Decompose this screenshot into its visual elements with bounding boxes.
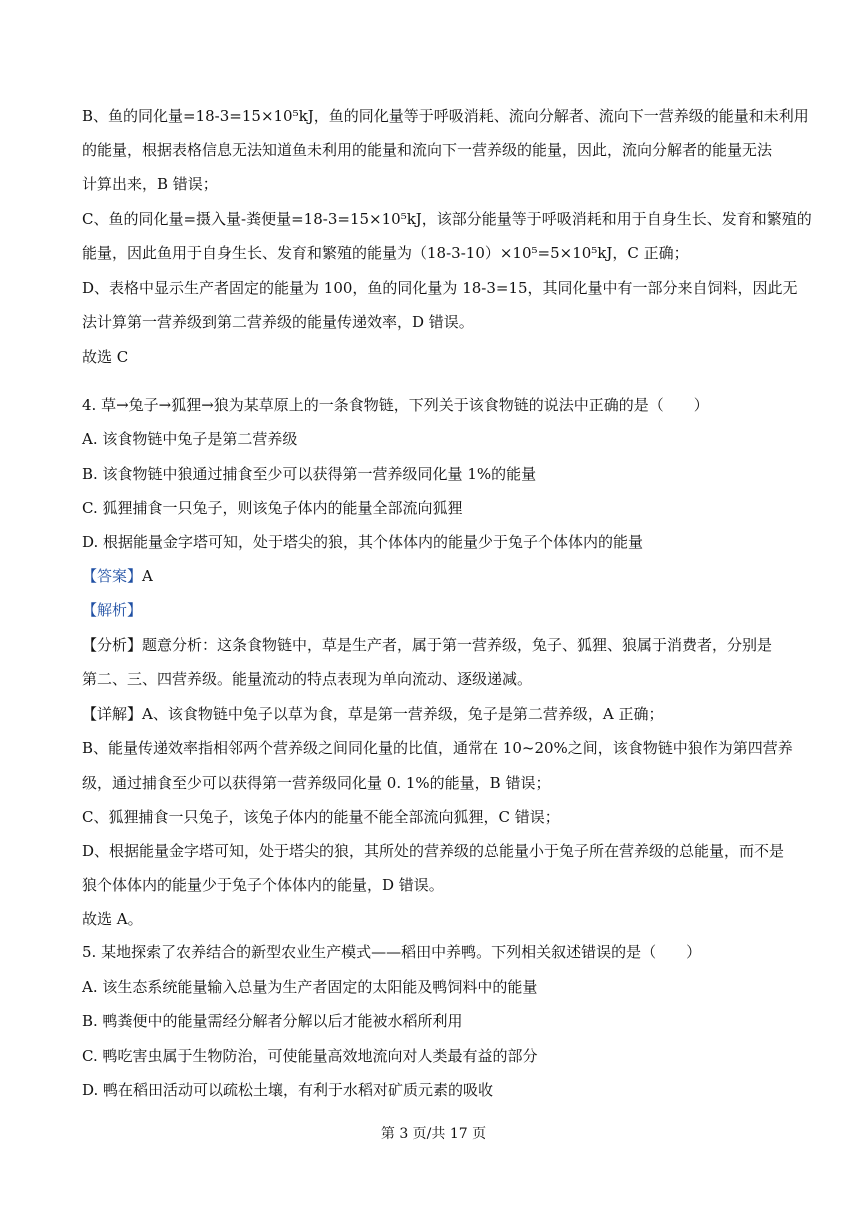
text-line: B、能量传递效率指相邻两个营养级之间同化量的比值，通常在 10~20%之间，该食物链中狼作为第四营养 xyxy=(82,739,793,757)
text-line: C、狐狸捕食一只兔子，该兔子体内的能量不能全部流向狐狸，C 错误； xyxy=(82,808,560,826)
option-d: D. 鸭在稻田活动可以疏松土壤，有利于水稻对矿质元素的吸收 xyxy=(82,1081,494,1099)
fenxi-text: 题意分析：这条食物链中，草是生产者，属于第一营养级，兔子、狐狸、狼属于消费者，分别是 xyxy=(142,636,773,654)
text-line: 级，通过捕食至少可以获得第一营养级同化量 0. 1%的能量，B 错误； xyxy=(82,774,551,792)
text-line: 能量，因此鱼用于自身生长、发育和繁殖的能量为（18-3-10）×10⁵=5×10⁵kJ，C 正确； xyxy=(82,244,689,262)
text-line: 第二、三、四营养级。能量流动的特点表现为单向流动、逐级递减。 xyxy=(82,670,533,688)
option-b: B. 该食物链中狼通过捕食至少可以获得第一营养级同化量 1%的能量 xyxy=(82,465,537,483)
text-line: 狼个体体内的能量少于兔子个体体内的能量，D 错误。 xyxy=(82,876,444,894)
text-line: D、根据能量金字塔可知，处于塔尖的狼，其所处的营养级的总能量小于兔子所在营养级的总能量，而不是 xyxy=(82,842,785,860)
option-c: C. 鸭吃害虫属于生物防治，可使能量高效地流向对人类最有益的部分 xyxy=(82,1047,538,1065)
analysis-tag: 【解析】 xyxy=(82,601,143,619)
fenxi-tag: 【分析】 xyxy=(82,636,143,654)
fenxi-line xyxy=(82,635,802,655)
detail-tag: 【详解】 xyxy=(82,705,143,723)
text-line: C、鱼的同化量=摄入量-粪便量=18-3=15×10⁵kJ，该部分能量等于呼吸消耗和用于自身生长、发育和繁殖的 xyxy=(82,210,812,228)
text-line: 故选 A。 xyxy=(82,910,143,928)
question-4-stem: 4. 草→兔子→狐狸→狼为某草原上的一条食物链，下列关于该食物链的说法中正确的是（ ） xyxy=(82,396,709,414)
detail-text: A、该食物链中兔子以草为食，草是第一营养级，兔子是第二营养级，A 正确； xyxy=(142,705,664,723)
text-line: 的能量，根据表格信息无法知道鱼未利用的能量和流向下一营养级的能量，因此，流向分解者的能量无法 xyxy=(82,141,773,159)
text-line: B、鱼的同化量=18-3=15×10⁵kJ，鱼的同化量等于呼吸消耗、流向分解者、流向下一营养级的能量和未利用 xyxy=(82,107,809,125)
text-line: 故选 C xyxy=(82,348,129,366)
text-line: D、表格中显示生产者固定的能量为 100，鱼的同化量为 18-3=15，其同化量中有一部分来自饲料，因此无 xyxy=(82,279,798,297)
answer-tag: 【答案】 xyxy=(82,567,143,585)
option-a: A. 该食物链中兔子是第二营养级 xyxy=(82,430,298,448)
option-c: C. 狐狸捕食一只兔子，则该兔子体内的能量全部流向狐狸 xyxy=(82,499,463,517)
analysis-line xyxy=(82,600,802,620)
option-d: D. 根据能量金字塔可知，处于塔尖的狼，其个体体内的能量少于兔子个体体内的能量 xyxy=(82,533,644,551)
question-5-stem: 5. 某地探索了农养结合的新型农业生产模式——稻田中养鸭。下列相关叙述错误的是（ ） xyxy=(82,943,702,961)
option-a: A. 该生态系统能量输入总量为生产者固定的太阳能及鸭饲料中的能量 xyxy=(82,978,538,996)
page-footer: 第 3 页/共 17 页 xyxy=(380,1126,487,1142)
text-line: 计算出来，B 错误； xyxy=(82,175,218,193)
answer-line xyxy=(82,566,802,586)
detail-line xyxy=(82,704,802,724)
text-line: 法计算第一营养级到第二营养级的能量传递效率，D 错误。 xyxy=(82,313,474,331)
option-b: B. 鸭粪便中的能量需经分解者分解以后才能被水稻所利用 xyxy=(82,1012,463,1030)
answer-value: A xyxy=(142,567,153,585)
